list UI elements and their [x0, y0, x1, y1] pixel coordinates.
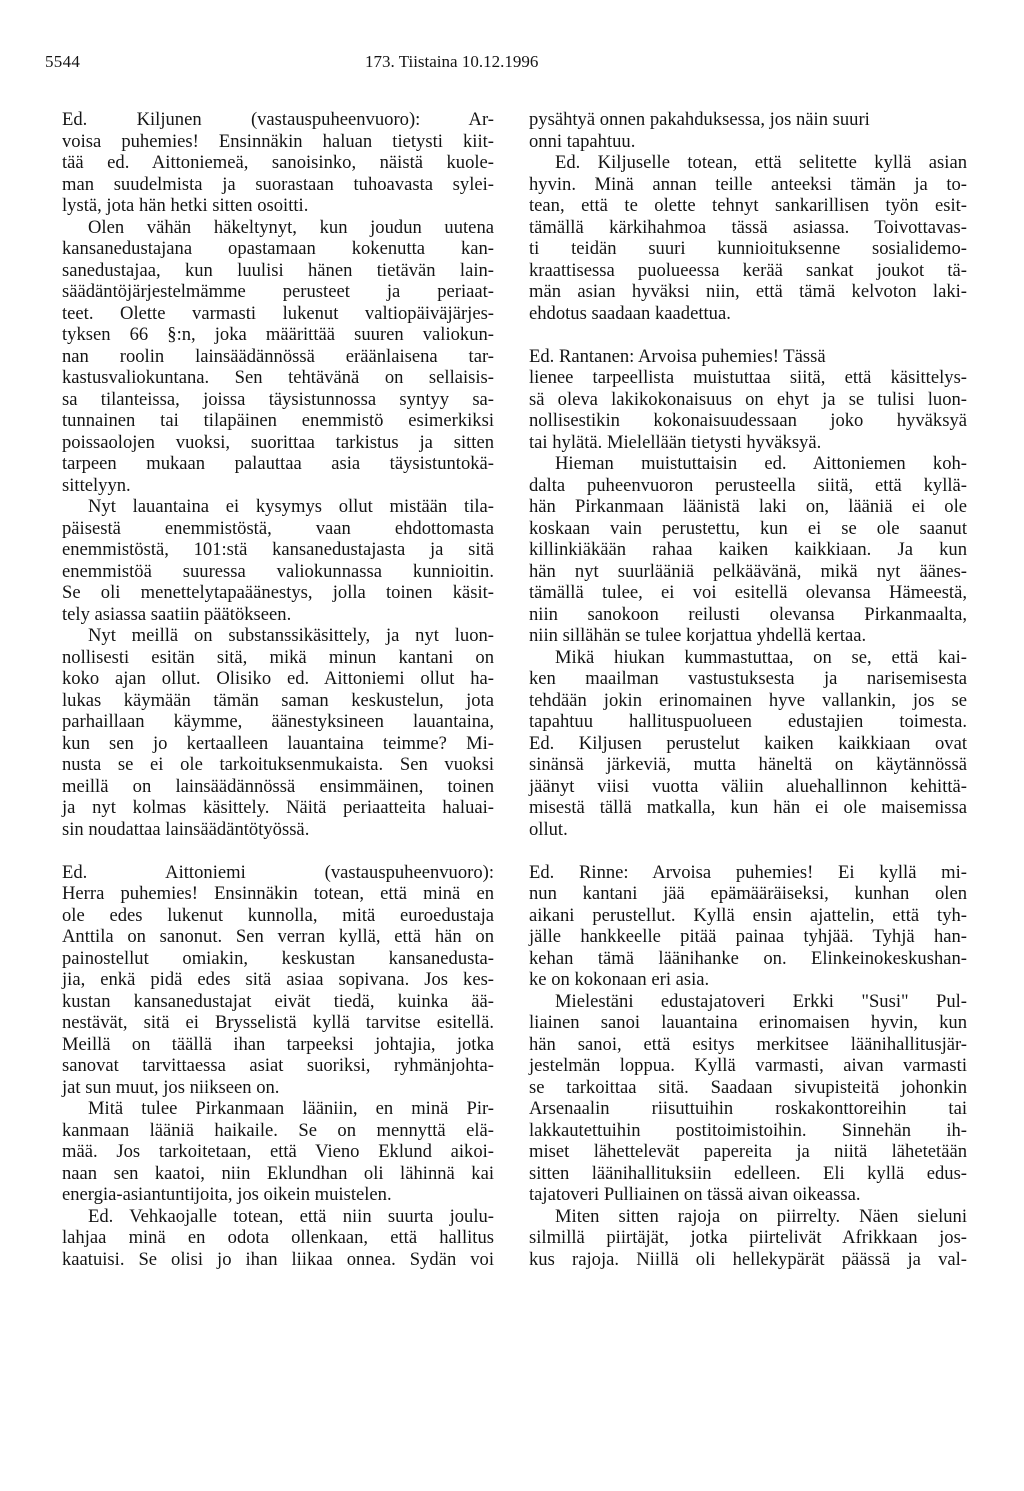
text-line: Herra puhemies! Ensinnäkin totean, että minä en [62, 883, 494, 904]
text-line: tarpeen mukaan palauttaa asia täysistuntokä- [62, 453, 494, 474]
text-line: ehdotus saadaan kaadettua. [529, 302, 731, 324]
text-line: hyvin. Minä annan teille anteeksi tämän ja to- [529, 173, 967, 195]
text-line: miset lähettelevät papereita ja niitä lähetetään [529, 1141, 967, 1162]
text-line: aikani perustellut. Kyllä ensin ajattelin, että tyh- [529, 904, 967, 926]
text-line: Mielestäni edustajatoveri Erkki "Susi" Pul- [555, 990, 967, 1012]
text-line: Hieman muistuttaisin ed. Aittoniemen koh- [555, 453, 967, 474]
text-line: tajatoveri Pulliainen on tässä aivan oikeassa. [529, 1184, 861, 1205]
text-line: Ed. Kiljunen (vastauspuheenvuoro): Ar- [62, 109, 494, 130]
text-line: hän Pirkanmaan läänistä laki on, lääniä ei ole [529, 496, 967, 517]
text-line: nun kantani jää epämääräiseksi, kunhan olen [529, 883, 967, 904]
text-line: tehdään jokin erinomainen hyve vallankin, jos se [529, 689, 967, 711]
text-line: kehan tämä läänihanke on. Elinkeinokeskushan- [529, 947, 967, 969]
text-line: Ed. Kiljusen perustelut kaiken kaikkiaan ovat [529, 732, 967, 754]
text-line: ollut. [529, 818, 568, 840]
text-line: Mikä hiukan kummastuttaa, on se, että kai- [555, 646, 967, 668]
text-line: Arsenaalin riisuttuihin roskakonttoreihin tai [529, 1098, 967, 1119]
text-line: silmillä piirtäjät, jotka piirtelivät Afrikkaan jos- [529, 1227, 967, 1248]
text-line: ti teidän suuri kunnioituksenne sosialidemo- [529, 238, 967, 259]
text-line: män asian hyväksi niin, että tämä kelvoton laki- [529, 281, 967, 302]
text-line: tämällä kärkihahmoa tässä asiassa. Toivottavas- [529, 216, 967, 238]
text-line: hän nyt suurlääniä pelkäävänä, mikä nyt äänes- [529, 560, 967, 582]
text-line: Miten sitten rajoja on piirrelty. Näen sieluni [555, 1205, 967, 1227]
text-line: Ed. Rinne: Arvoisa puhemies! Ei kyllä mi- [529, 861, 967, 883]
text-line: tämällä tulee, ei voi esitellä olevansa Hämeestä, [529, 582, 967, 603]
text-line: naan sen kaatoi, niin Eklundhan oli lähinnä kai [62, 1162, 494, 1184]
text-line: jestelmän loppua. Kyllä varmasti, aivan varmasti [529, 1055, 967, 1076]
left-text-column [62, 109, 494, 1270]
right-text-column [529, 109, 967, 1270]
running-title: 173. Tiistaina 10.12.1996 [365, 52, 539, 71]
text-line: pysähtyä onnen pakahduksessa, jos näin suuri [529, 109, 870, 130]
text-line: sin noudattaa lainsäädäntötyössä. [62, 818, 310, 840]
text-line: kraattisessa puolueessa kerää sankat joukot tä- [529, 259, 967, 281]
paragraph-gap [529, 324, 967, 346]
text-line: Nyt lauantaina ei kysymys ollut mistään tila- [88, 496, 494, 517]
text-line: painostellut omiakin, keskustan kansanedusta- [62, 947, 494, 969]
text-line: ja nyt kolmas käsittely. Näitä periaatteita haluai- [62, 797, 494, 818]
text-line: lystä, jota hän hetki sitten osoitti. [62, 195, 309, 216]
text-line: kus rajoja. Niillä oli hellekypärät päässä ja val- [529, 1248, 967, 1270]
text-line: kun sen jo kertaalleen lauantaina teimme? Mi- [62, 732, 494, 754]
text-line: liainen sanoi lauantaina erinomaisen hyvin, kun [529, 1012, 967, 1033]
text-line: Ed. Vehkaojalle totean, että niin suurta joulu- [88, 1205, 494, 1227]
text-line: lienee tarpeellista muistuttaa siitä, että käsittelys- [529, 367, 967, 388]
text-line: killinkiäkään rahaa kaiken kaikkiaan. Ja kun [529, 539, 967, 560]
text-line: tää ed. Aittoniemeä, sanoisinko, näistä kuole- [62, 152, 494, 173]
text-line: se tarkoittaa sitä. Saadaan sivupisteitä johonkin [529, 1076, 967, 1098]
text-line: man suudelmista ja suorastaan tuhoavasta sylei- [62, 173, 494, 195]
text-line: nollisestikin kokonaisuudessaan joko hyväksyä [529, 410, 967, 431]
text-line: ke on kokonaan eri asia. [529, 969, 710, 990]
text-line: voisa puhemies! Ensinnäkin haluan tietysti kiit- [62, 130, 494, 152]
text-line: kustan kansanedustajat eivät tiedä, kuinka ää- [62, 990, 494, 1012]
paragraph-gap [529, 840, 967, 862]
text-line: Anttila on sanonut. Sen verran kyllä, että hän on [62, 926, 494, 947]
text-line: nestävät, sitä ei Brysselistä kyllä tarvitse esitellä. [62, 1012, 494, 1033]
text-line: hän sanoi, että esitys merkitsee läänihallitusjär- [529, 1033, 967, 1055]
text-line: kanmaan lääniä haikaile. Se on mennyttä elä- [62, 1119, 494, 1141]
text-line: sanovat tarvittaessa asiat suoriksi, ryhmänjohta- [62, 1055, 494, 1076]
text-line: tean, että te olette tehnyt sankarillisen työn esit- [529, 195, 967, 216]
text-line: ken maailman vastustuksesta ja narisemisesta [529, 668, 967, 689]
text-line: Ed. Kiljuselle totean, että selitette kyllä asian [555, 152, 967, 173]
paragraph-gap [62, 840, 494, 862]
text-line: nusta se ei ole tarkoituksenmukaista. Sen vuoksi [62, 754, 494, 775]
text-line: Mitä tulee Pirkanmaan lääniin, en minä Pir- [88, 1098, 494, 1119]
text-line: ole edes lukenut kunnolla, mitä euroedustaja [62, 904, 494, 926]
text-line: poissaolojen vuoksi, suorittaa tarkistus ja sitten [62, 431, 494, 453]
text-line: jia, enkä pidä edes sitä asiaa sopivana. Jos kes- [62, 969, 494, 990]
text-line: tai hylätä. Mielellään tietysti hyväksyä. [529, 431, 822, 453]
text-line: päisestä enemmistöstä, vaan ehdottomasta [62, 517, 494, 539]
text-line: misestä tällä matkalla, kun hän ei ole maisemissa [529, 797, 967, 818]
text-line: lakkautettuihin postitoimistoihin. Sinnehän ih- [529, 1119, 967, 1141]
text-line: koskaan vain perustettu, kun ei se ole saanut [529, 517, 967, 539]
text-line: enemmistöstä, 101:stä kansanedustajasta ja sitä [62, 539, 494, 560]
text-line: koko ajan ollut. Olisiko ed. Aittoniemi ollut ha- [62, 668, 494, 689]
text-line: mää. Jos tarkoitetaan, että Vieno Eklund aikoi- [62, 1141, 494, 1162]
text-line: parhaillaan käymme, äänestyksineen lauantaina, [62, 711, 494, 732]
text-line: niin sanokoon reilusti olevansa Pirkanmaalta, [529, 603, 967, 625]
text-line: lahjaa minä en odota ollenkaan, että hallitus [62, 1227, 494, 1248]
page-number: 5544 [45, 52, 81, 71]
text-line: sinänsä järkeviä, mutta häneltä on käytännössä [529, 754, 967, 775]
text-line: teet. Olette varmasti lukenut valtiopäiväjärjes- [62, 302, 494, 324]
text-line: nan roolin lainsäädännössä eräänlaisena tar- [62, 345, 494, 367]
text-line: jälle hankkeelle pitää painaa tyhjää. Tyhjä han- [529, 926, 967, 947]
text-line: säädäntöjärjestelmämme perusteet ja periaat- [62, 281, 494, 302]
text-line: Meillä on täällä ihan tarpeeksi johtajia, jotka [62, 1033, 494, 1055]
text-line: Olen vähän häkeltynyt, kun joudun uutena [88, 216, 494, 238]
text-line: sittelyyn. [62, 474, 131, 496]
text-line: jat sun muut, jos niikseen on. [62, 1076, 280, 1098]
text-line: onni tapahtuu. [529, 130, 636, 152]
text-line: nollisesti esitän sitä, mikä minun kantani on [62, 646, 494, 668]
text-line: lukas käymään tämän saman keskustelun, jota [62, 689, 494, 711]
text-line: enemmistöä suuressa valiokunnassa kunnioitin. [62, 560, 494, 582]
text-line: tely asiassa saatiin päätökseen. [62, 603, 292, 625]
text-line: Ed. Aittoniemi (vastauspuheenvuoro): [62, 861, 494, 883]
page-header [0, 52, 1024, 78]
text-line: sa tilanteissa, joissa täysistunnossa syntyy sa- [62, 388, 494, 410]
text-line: sä oleva lakikokonaisuus on ehyt ja se tulisi luon- [529, 388, 967, 410]
text-line: meillä on lainsäädännössä ensimmäinen, toinen [62, 775, 494, 797]
text-line: kaatuisi. Se olisi jo ihan liikaa onnea. Sydän voi [62, 1248, 494, 1270]
text-line: niin sillähän se tulee korjattua yhdellä kertaa. [529, 625, 867, 646]
text-line: tyksen 66 §:n, joka määrittää suuren valiokun- [62, 324, 494, 345]
text-line: sitten läänihallituksiin edelleen. Eli kyllä edus- [529, 1162, 967, 1184]
text-line: kansanedustajana opastamaan kokenutta kan- [62, 238, 494, 259]
text-line: energia-asiantuntijoita, jos oikein muistelen. [62, 1184, 392, 1205]
text-line: tapahtuu hallituspuolueen edustajien toimesta. [529, 711, 967, 732]
text-line: tunnainen tai tilapäinen enemmistö esimerkiksi [62, 410, 494, 431]
text-line: Ed. Rantanen: Arvoisa puhemies! Tässä [529, 345, 826, 367]
text-line: dalta puheenvuoron perusteella siitä, että kyllä- [529, 474, 967, 496]
text-line: sanedustajaa, kun luulisi hänen tietävän lain- [62, 259, 494, 281]
text-line: kastusvaliokuntana. Sen tehtävänä on sellaisis- [62, 367, 494, 388]
text-line: jäänyt viisi vuotta väliin aluehallinnon kehittä- [529, 775, 967, 797]
text-line: Nyt meillä on substanssikäsittely, ja nyt luon- [88, 625, 494, 646]
text-line: Se oli menettelytapaäänestys, jolla toinen käsit- [62, 582, 494, 603]
